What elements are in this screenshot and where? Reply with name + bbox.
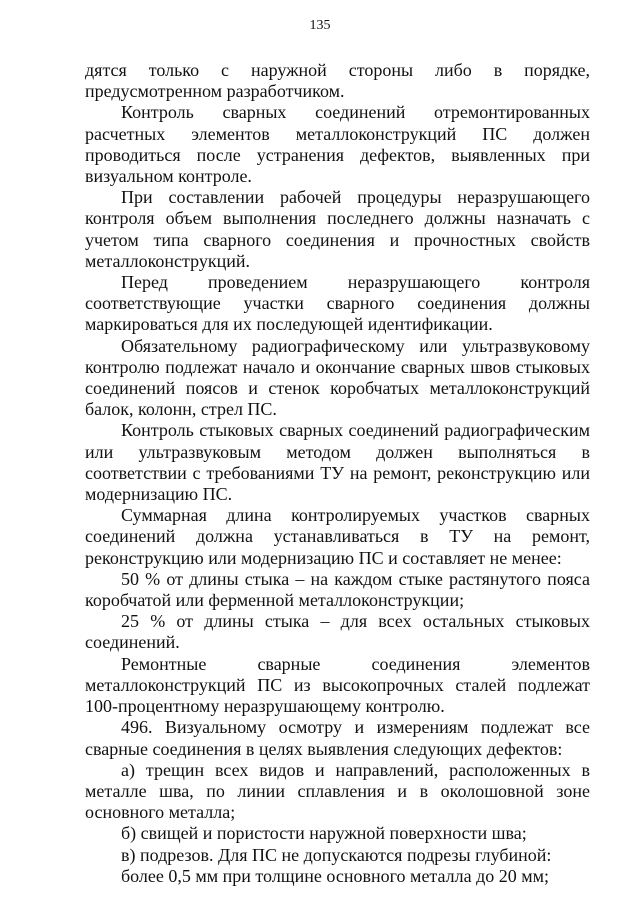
paragraph: более 0,5 мм при толщине основного металла до 20 мм; [121,865,550,886]
document-body [85,60,590,887]
paragraph: 25 % от длины стыка – для всех остальных стыковых соединений. [85,611,590,653]
paragraph: Суммарная длина контролируемых участков сварных соединений должна устанавливаться в ТУ на ремонт, реконструкцию или модернизацию ПС и составляет не менее: [85,505,590,568]
list-item-b: б) свищей и пористости наружной поверхности шва; [121,823,527,844]
page-number: 135 [309,18,331,33]
paragraph: 50 % от длины стыка – на каждом стыке растянутого пояса коробчатой или ферменной металлоконструкции; [85,568,590,611]
paragraph: Ремонтные сварные соединения элементов металлоконструкций ПС из высокопрочных сталей подлежат 100-процентному неразрушающему контролю. [85,653,590,717]
list-item-a: а) трещин всех видов и направлений, расположенных в металле шва, по линии сплавления и в околошовной зоне основного металла; [85,759,590,823]
paragraph: Контроль сварных соединений отремонтированных расчетных элементов металлоконструкций ПС должен проводиться после устранения дефектов, выявленных при визуальном контроле. [85,102,590,187]
paragraph: Обязательному радиографическому или ультразвуковому контролю подлежат начало и окончание сварных швов стыковых соединений поясов и стенок коробчатых металлоконструкций балок, колонн, стрел ПС. [85,335,590,420]
paragraph-continuation: дятся только с наружной стороны либо в порядке, предусмотренном разработчиком. [85,60,590,102]
paragraph-clause-496: 496. Визуальному осмотру и измерениям подлежат все сварные соединения в целях выявления следующих дефектов: [85,717,590,759]
paragraph: При составлении рабочей процедуры неразрушающего контроля объем выполнения последнего должны назначать с учетом типа сварного соединения и прочностных свойств металлоконструкций. [85,187,590,271]
paragraph: Перед проведением неразрушающего контроля соответствующие участки сварного соединения должны маркироваться для их последующей идентификации. [85,272,590,335]
paragraph: Контроль стыковых сварных соединений радиографическим или ультразвуковым методом должен выполняться в соответствии с требованиями ТУ на ремонт, реконструкцию или модернизацию ПС. [85,420,590,505]
list-item-v: в) подрезов. Для ПС не допускаются подрезы глубиной: [121,844,552,865]
